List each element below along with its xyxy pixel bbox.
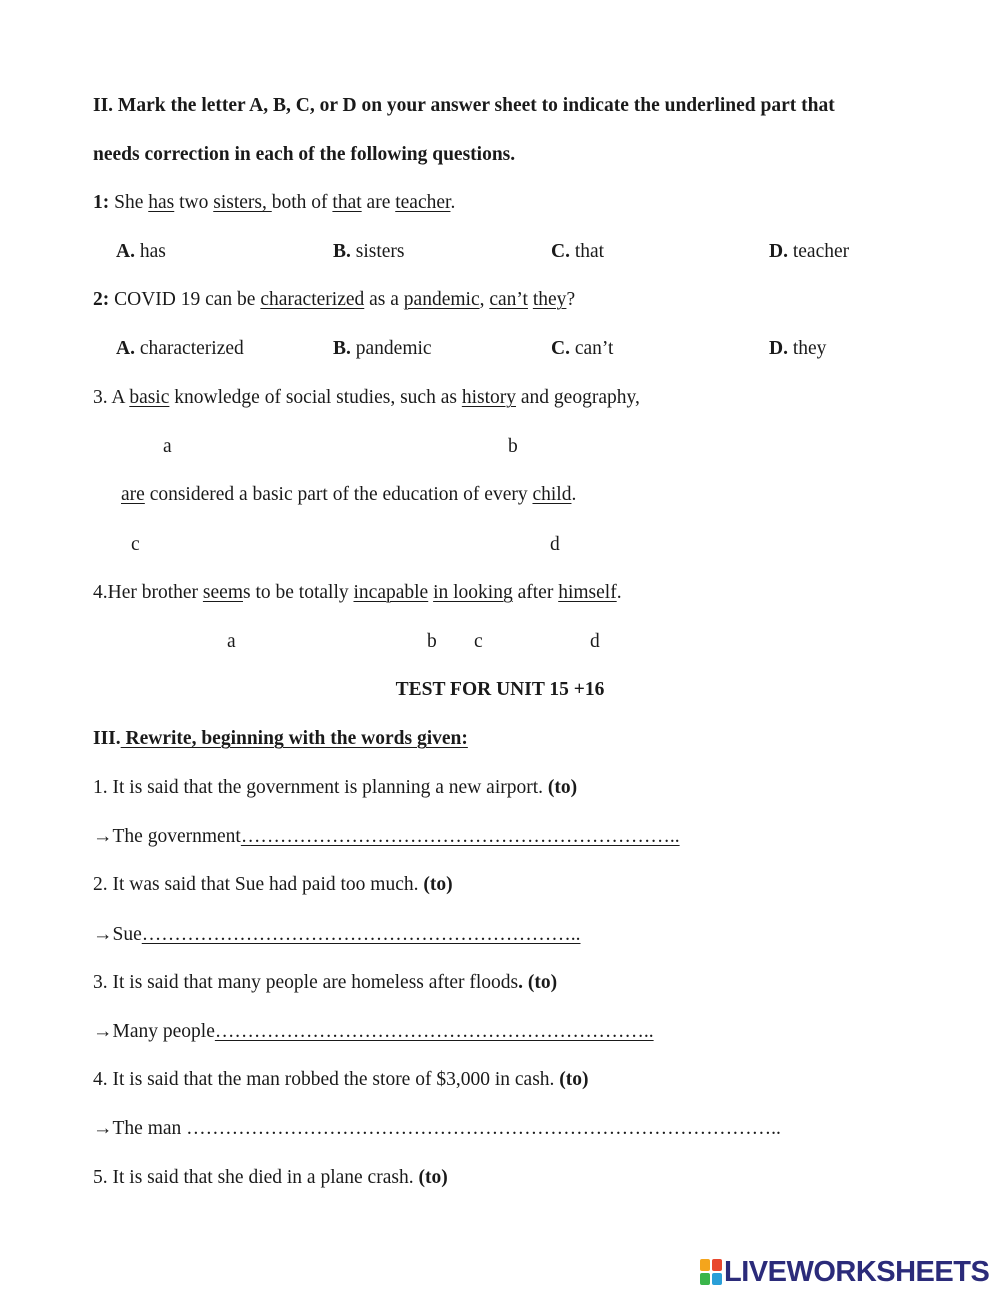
q3-label-c: c <box>131 534 140 555</box>
q3-underlined-c: are <box>121 484 145 505</box>
q2-option-c[interactable]: C. can’t <box>551 338 614 359</box>
rewrite-3-blank[interactable]: ………………………………………………………….. <box>214 1021 654 1042</box>
q4-underlined-b: incapable <box>353 582 429 603</box>
arrow-icon: → <box>93 826 113 847</box>
section-3-heading: III. Rewrite, beginning with the words given: <box>93 728 468 749</box>
rewrite-2-blank[interactable]: ………………………………………………………….. <box>141 924 581 945</box>
q4-underlined-a: seem <box>202 582 243 603</box>
rewrite-4-answer[interactable]: →The man ……………………………………………………………………………….. <box>93 1118 781 1139</box>
arrow-icon: → <box>93 1021 113 1042</box>
question-2: 2: COVID 19 can be characterized as a pandemic, can’t they? <box>93 289 576 310</box>
section-2-instruction-line1: II. Mark the letter A, B, C, or D on your answer sheet to indicate the underlined part that <box>93 95 835 116</box>
rewrite-4-question: 4. It is said that the man robbed the store of $3,000 in cash. (to) <box>93 1069 589 1090</box>
q3-underlined-a: basic <box>129 387 170 408</box>
q4-label-a: a <box>227 631 236 652</box>
q2-underlined-c: can’t <box>489 289 528 310</box>
question-1: 1: She has two sisters, both of that are teacher. <box>93 192 456 213</box>
question-3-line2: are considered a basic part of the education of every child. <box>121 484 577 505</box>
q2-option-d[interactable]: D. they <box>769 338 827 359</box>
liveworksheets-wordmark: LIVEWORKSHEETS <box>724 1256 990 1288</box>
q1-option-d[interactable]: D. teacher <box>769 241 850 262</box>
q3-underlined-b: history <box>461 387 517 408</box>
rewrite-2-question: 2. It was said that Sue had paid too much. (to) <box>93 874 453 895</box>
q2-underlined-a: characterized <box>260 289 365 310</box>
question-4: 4.Her brother seems to be totally incapable in looking after himself. <box>93 582 622 603</box>
q2-underlined-d: they <box>532 289 567 310</box>
q4-label-c: c <box>474 631 483 652</box>
q3-underlined-d: child <box>532 484 572 505</box>
q4-underlined-d: himself <box>558 582 617 603</box>
q1-option-a[interactable]: A. has <box>116 241 166 262</box>
q3-label-b: b <box>508 436 518 457</box>
test-title: TEST FOR UNIT 15 +16 <box>395 679 605 700</box>
liveworksheets-logo-icon <box>700 1259 722 1285</box>
q1-underlined-a: has <box>148 192 175 213</box>
rewrite-3-answer[interactable]: →Many people………………………………………………………….. <box>93 1021 654 1042</box>
rewrite-1-blank[interactable]: ………………………………………………………….. <box>240 826 680 847</box>
q1-underlined-b: sisters, <box>213 192 272 213</box>
section-2-instruction-line2: needs correction in each of the following questions. <box>93 144 516 165</box>
q4-label-b: b <box>427 631 437 652</box>
rewrite-1-question: 1. It is said that the government is planning a new airport. (to) <box>93 777 578 798</box>
rewrite-2-answer[interactable]: →Sue………………………………………………………….. <box>93 924 581 945</box>
q4-label-d: d <box>590 631 600 652</box>
rewrite-3-question: 3. It is said that many people are homeless after floods. (to) <box>93 972 558 993</box>
q1-option-b[interactable]: B. sisters <box>333 241 405 262</box>
q3-label-a: a <box>163 436 172 457</box>
q2-underlined-b: pandemic <box>403 289 480 310</box>
q1-underlined-d: teacher <box>395 192 451 213</box>
q2-option-b[interactable]: B. pandemic <box>333 338 432 359</box>
rewrite-5-question: 5. It is said that she died in a plane crash. (to) <box>93 1167 448 1188</box>
q3-label-d: d <box>550 534 560 555</box>
arrow-icon: → <box>93 1118 113 1139</box>
q1-underlined-c: that <box>332 192 362 213</box>
rewrite-4-blank[interactable]: ……………………………………………………………………………….. <box>186 1118 781 1139</box>
liveworksheets-logo[interactable] <box>700 1256 989 1288</box>
q1-option-c[interactable]: C. that <box>551 241 605 262</box>
q2-option-a[interactable]: A. characterized <box>116 338 244 359</box>
arrow-icon: → <box>93 924 113 945</box>
rewrite-1-answer[interactable]: →The government………………………………………………………….. <box>93 826 680 847</box>
question-3-line1: 3. A basic knowledge of social studies, such as history and geography, <box>93 387 640 408</box>
q4-underlined-c: in looking <box>433 582 513 603</box>
